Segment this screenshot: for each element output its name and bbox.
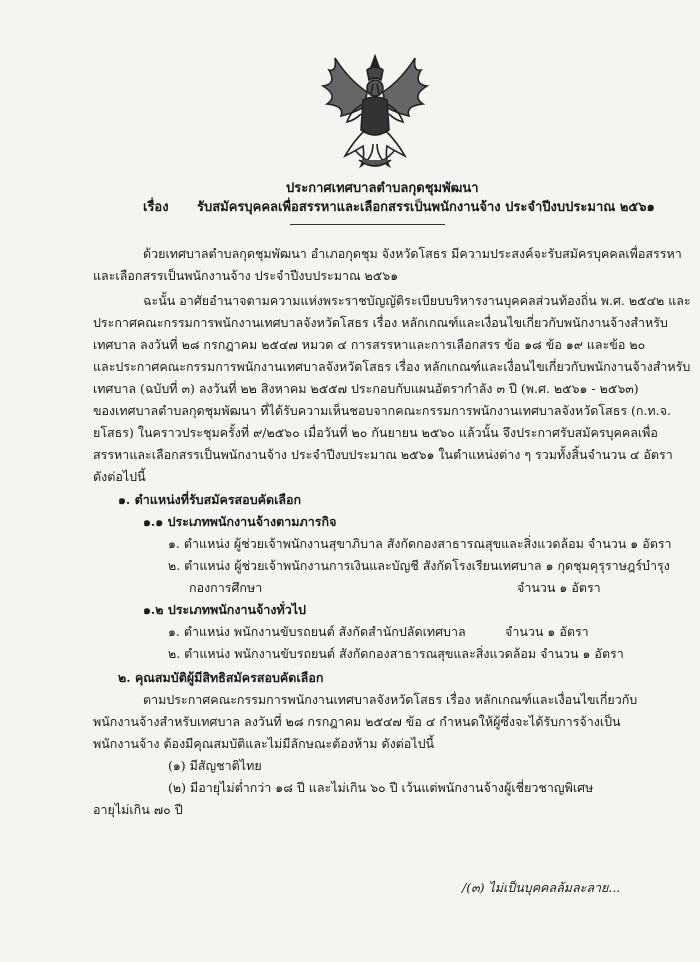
authority-line: เทศบาล ลงวันที่ ๒๘ กรกฎาคม ๒๕๔๗ หมวด ๔ การสรรหาและการเลือกสรร ข้อ ๑๘ ข้อ ๑๙ และข้อ ๒๐ — [93, 337, 646, 352]
qualification-line: ตามประกาศคณะกรรมการพนักงานเทศบาลจังหวัดโสธร เรื่อง หลักเกณฑ์และเงื่อนไขเกี่ยวกับ — [143, 692, 638, 707]
position-count: จำนวน ๑ อัตรา — [517, 580, 601, 595]
subject-text: รับสมัครบุคคลเพื่อสรรหาและเลือกสรรเป็นพนักงานจ้าง ประจำปีงบประมาณ ๒๕๖๑ — [197, 200, 655, 215]
qualification-line: พนักงานจ้างสำหรับเทศบาล ลงวันที่ ๒๘ กรกฎาคม ๒๕๔๗ ข้อ ๔ กำหนดให้ผู้ซึ่งจะได้รับการจ้างเป็น — [93, 714, 621, 729]
authority-line: ดังต่อไปนี้ — [93, 469, 146, 484]
authority-line: ของเทศบาลตำบลกุดชุมพัฒนา ที่ได้รับความเห็นชอบจากคณะกรรมการพนักงานเทศบาลจังหวัดโสธร (ก.ท.จ. — [93, 403, 671, 418]
intro-line: และเลือกสรรเป็นพนักงานจ้าง ประจำปีงบประมาณ ๒๕๖๑ — [93, 268, 399, 283]
position-item: ๑. ตำแหน่ง พนักงานขับรถยนต์ สังกัดสำนักปลัดเทศบาล — [168, 624, 466, 639]
garuda-emblem — [315, 50, 435, 175]
announcement-title: ประกาศเทศบาลตำบลกุดชุมพัฒนา — [286, 181, 479, 196]
authority-line: ยโสธร) ในคราวประชุมครั้งที่ ๙/๒๕๖๐ เมื่อวันที่ ๒๐ กันยายน ๒๕๖๐ แล้วนั้น จึงประกาศรับสมัครบุคคลเพื่อ — [93, 425, 658, 440]
qualification-item-cont: อายุไม่เกิน ๗๐ ปี — [93, 802, 183, 817]
position-item: ๒. ตำแหน่ง ผู้ช่วยเจ้าพนักงานการเงินและบัญชี สังกัดโรงเรียนเทศบาล ๑ กุดชุมคุรุราษฎร์บำรุง — [168, 558, 670, 573]
authority-line: ฉะนั้น อาศัยอำนาจตามความแห่งพระราชบัญญัติระเบียบบริหารงานบุคคลส่วนท้องถิ่น พ.ศ. ๒๕๔๒ และ — [143, 293, 691, 308]
section-1-heading: ๑. ตำแหน่งที่รับสมัครสอบคัดเลือก — [118, 492, 302, 507]
intro-line: ด้วยเทศบาลตำบลกุดชุมพัฒนา อำเภอกุดชุม จังหวัดโสธร มีความประสงค์จะรับสมัครบุคคลเพื่อสรรหา — [143, 246, 682, 261]
authority-line: ประกาศคณะกรรมการพนักงานเทศบาลจังหวัดโสธร เรื่อง หลักเกณฑ์และเงื่อนไขเกี่ยวกับพนักงานจ้างสำหรับ — [93, 315, 668, 330]
qualification-item: (๒) มีอายุไม่ต่ำกว่า ๑๘ ปี และไม่เกิน ๖๐ ปี เว้นแต่พนักงานจ้างผู้เชี่ยวชาญพิเศษ — [168, 780, 594, 795]
authority-line: สรรหาและเลือกสรรเป็นพนักงานจ้าง ประจำปีงบประมาณ ๒๕๖๑ ในตำแหน่งต่าง ๆ รวมทั้งสิ้นจำนวน ๔ อัตรา — [93, 447, 673, 462]
position-count: จำนวน ๑ อัตรา — [505, 624, 589, 639]
section-1-2-heading: ๑.๒ ประเภทพนักงานจ้างทั่วไป — [143, 602, 306, 617]
position-item: ๑. ตำแหน่ง ผู้ช่วยเจ้าพนักงานสุขาภิบาล สังกัดกองสาธารณสุขและสิ่งแวดล้อม จำนวน ๑ อัตรา — [168, 536, 672, 551]
continuation-note: /(๓) ไม่เป็นบุคคลล้มละลาย... — [462, 880, 621, 895]
position-item: ๒. ตำแหน่ง พนักงานขับรถยนต์ สังกัดกองสาธารณสุขและสิ่งแวดล้อม จำนวน ๑ อัตรา — [168, 646, 624, 661]
title-divider — [290, 224, 445, 225]
qualification-line: พนักงานจ้าง ต้องมีคุณสมบัติและไม่มีลักษณะต้องห้าม ดังต่อไปนี้ — [93, 736, 435, 751]
section-2-heading: ๒. คุณสมบัติผู้มีสิทธิสมัครสอบคัดเลือก — [118, 670, 324, 685]
qualification-item: (๑) มีสัญชาติไทย — [168, 758, 262, 773]
authority-line: และประกาศคณะกรรมการพนักงานเทศบาลจังหวัดโสธร เรื่อง หลักเกณฑ์และเงื่อนไขเกี่ยวกับพนักงานจ้างสำหรับ — [93, 359, 691, 374]
subject-label: เรื่อง — [143, 200, 169, 215]
section-1-1-heading: ๑.๑ ประเภทพนักงานจ้างตามภารกิจ — [143, 514, 337, 529]
position-item-cont: กองการศึกษา — [189, 580, 263, 595]
authority-line: เทศบาล (ฉบับที่ ๓) ลงวันที่ ๒๒ สิงหาคม ๒๕๕๗ ประกอบกับแผนอัตรากำลัง ๓ ปี (พ.ศ. ๒๕๖๑ - ๒๕๖๓) — [93, 381, 639, 396]
